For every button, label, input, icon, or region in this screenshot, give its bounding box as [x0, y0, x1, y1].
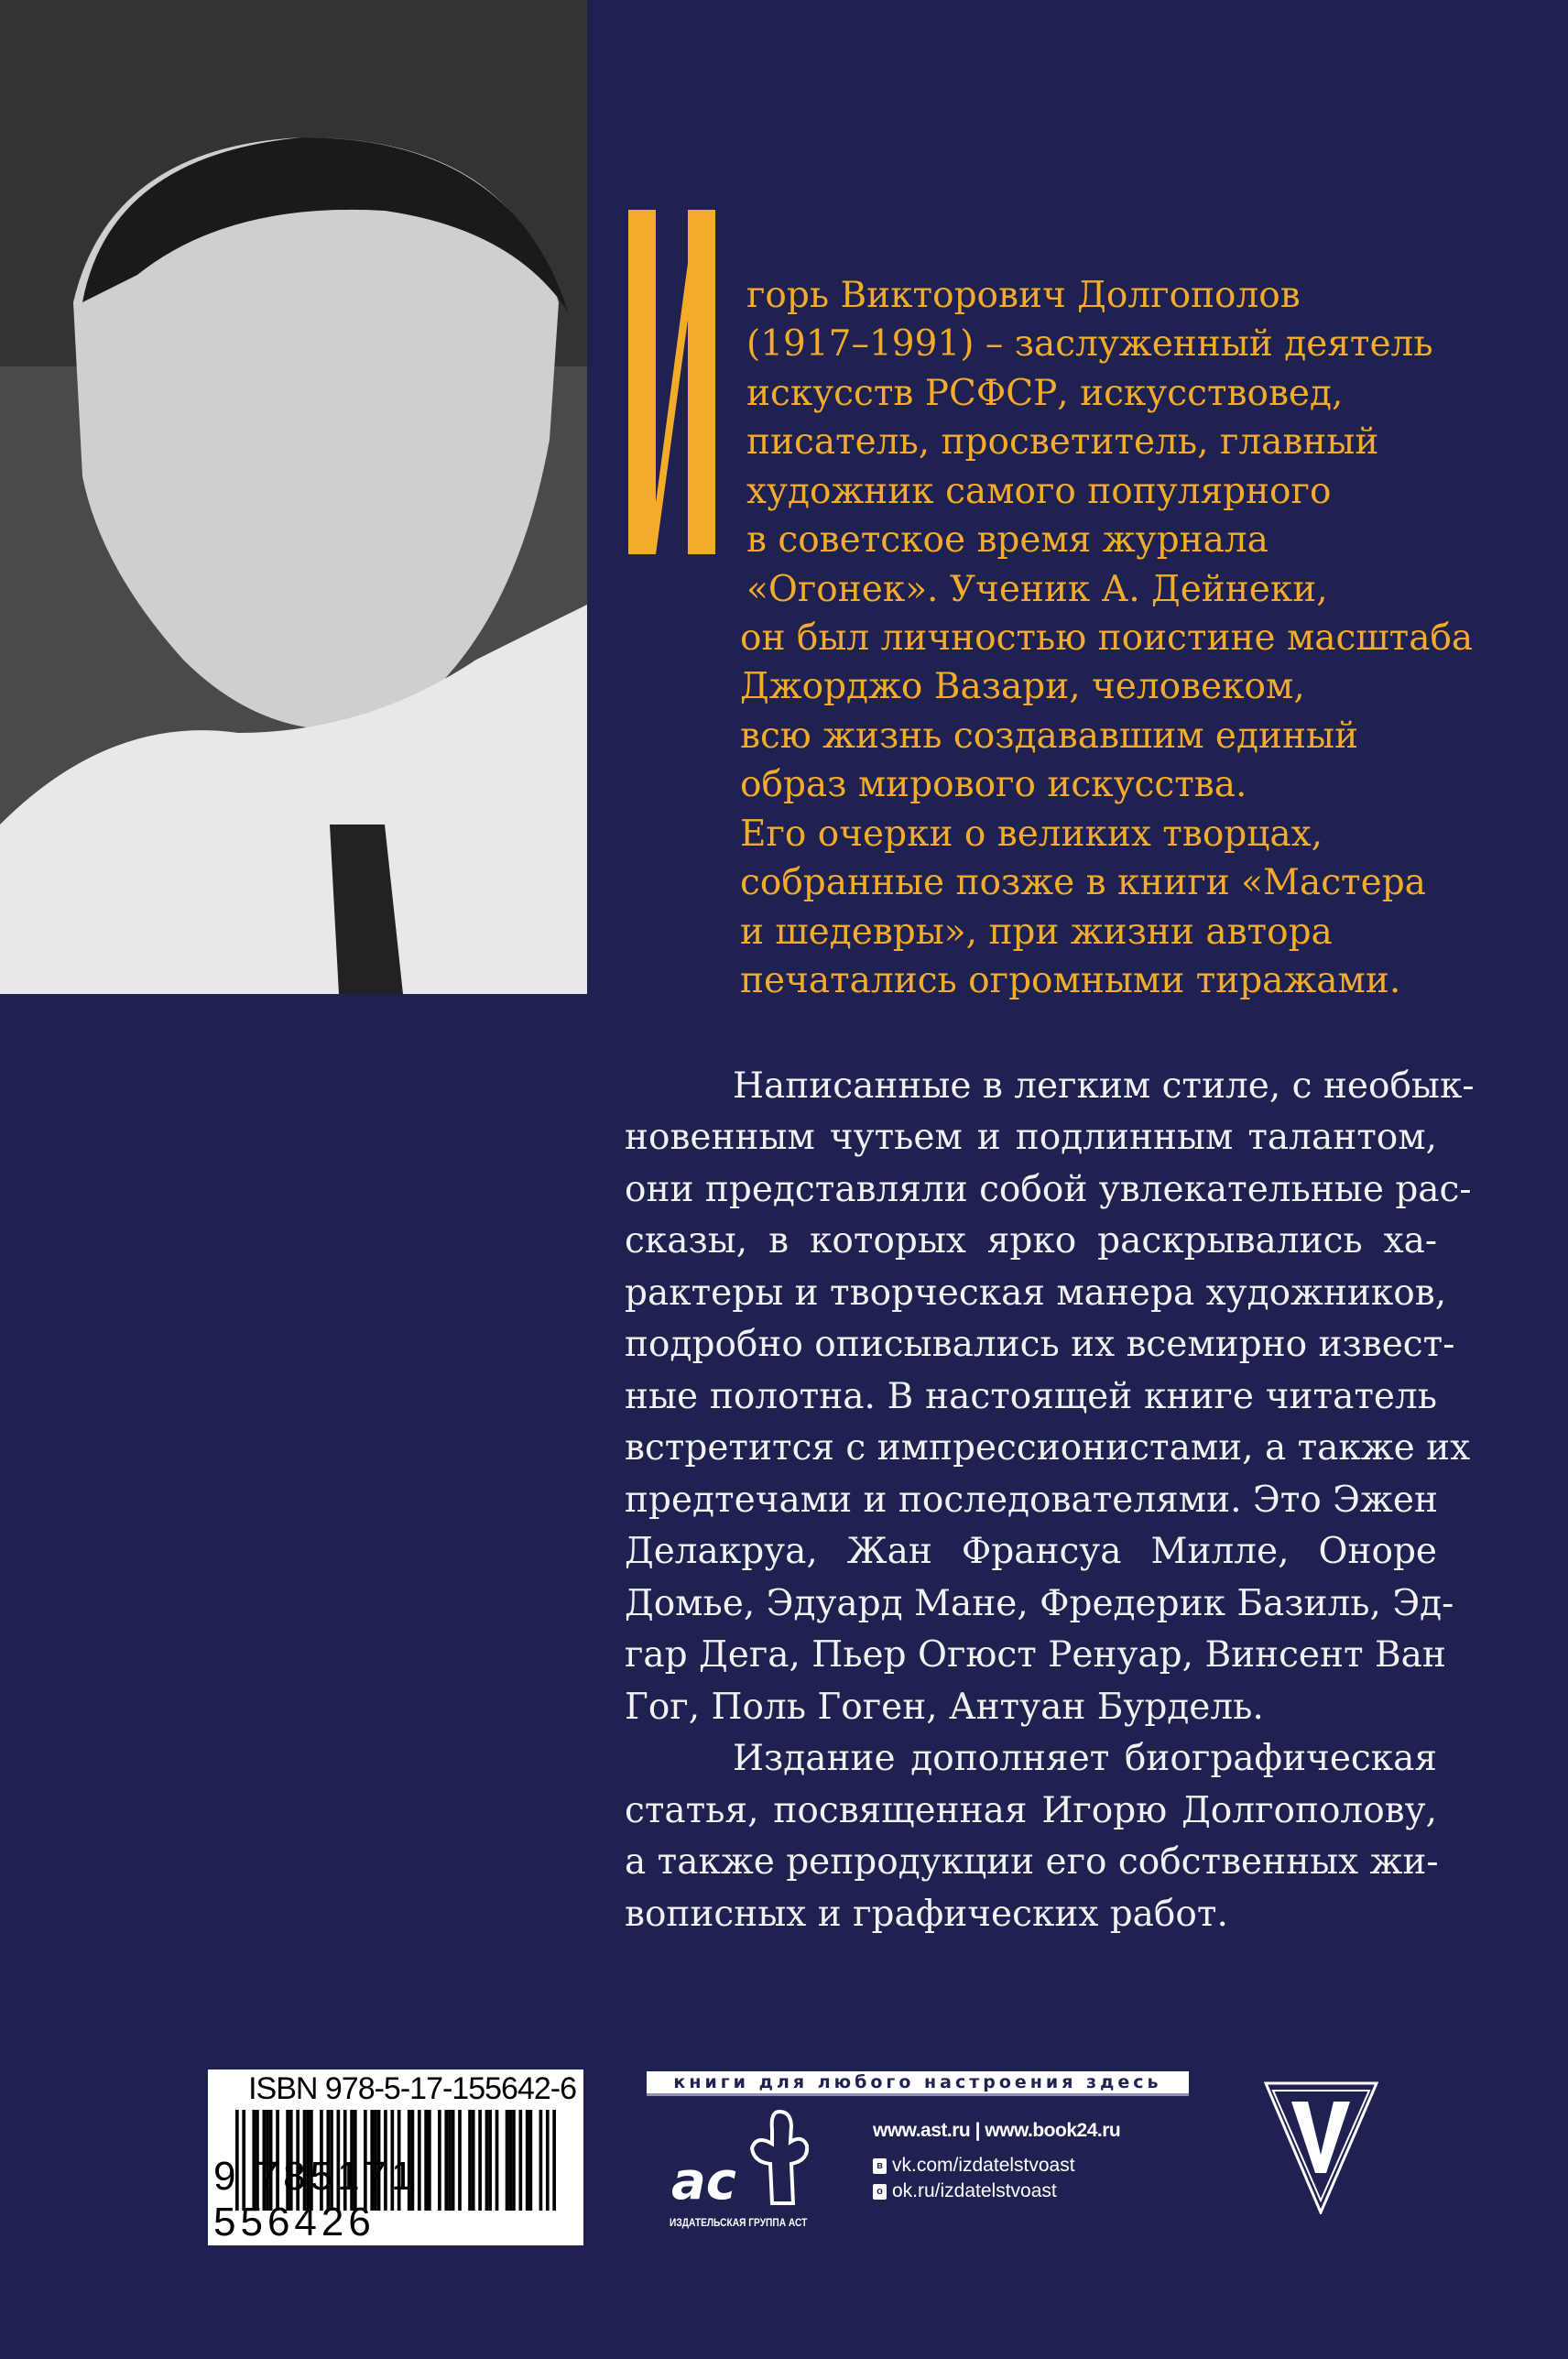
- author-portrait-photo: [0, 0, 587, 994]
- intro-line: (1917–1991) – заслуженный деятель: [746, 323, 1433, 365]
- body-line: Издание дополняет биографическая: [733, 1738, 1437, 1779]
- ok-icon: о: [873, 2184, 887, 2200]
- intro-line: печатались огромными тиражами.: [740, 960, 1401, 1001]
- body-line: предтечами и последователями. Это Эжен: [625, 1480, 1438, 1521]
- isbn-barcode: [208, 2070, 583, 2245]
- body-line: гар Дега, Пьер Огюст Ренуар, Винсент Ван: [625, 1634, 1446, 1676]
- ok-link-text[interactable]: ok.ru/izdatelstvoast: [892, 2180, 1057, 2201]
- body-line: встретится с импрессионистами, а также их: [625, 1427, 1471, 1469]
- intro-line: образ мирового искусства.: [740, 764, 1247, 805]
- intro-line: писатель, просветитель, главный: [746, 421, 1379, 463]
- intro-line: Его очерки о великих творцах,: [740, 814, 1323, 855]
- intro-line: всю жизнь создававшим единый: [740, 715, 1359, 757]
- intro-line: Джорджо Вазари, человеком,: [740, 666, 1305, 707]
- body-line: Домье, Эдуард Мане, Фредерик Базиль, Эд-: [625, 1583, 1454, 1624]
- body-line: а также репродукции его собственных жи-: [625, 1841, 1439, 1883]
- body-line: новенным чутьем и подлинным талантом,: [625, 1117, 1437, 1158]
- vk-icon: в: [873, 2158, 887, 2174]
- intro-line: в советское время журнала: [746, 519, 1269, 561]
- vk-link-text[interactable]: vk.com/izdatelstvoast: [892, 2155, 1075, 2176]
- body-line: вописных и графических работ.: [625, 1894, 1228, 1935]
- body-line: сказы, в которых ярко раскрывались ха-: [625, 1220, 1437, 1261]
- intro-line: «Огонек». Ученик А. Дейнеки,: [746, 569, 1328, 610]
- body-line: статья, посвященная Игорю Долгополову,: [625, 1790, 1437, 1831]
- intro-line: художник самого популярного: [746, 471, 1332, 512]
- body-line: Написанные в легким стиле, с необык-: [733, 1065, 1475, 1107]
- body-line: Делакруа, Жан Франсуа Милле, Оноре: [625, 1531, 1437, 1572]
- ast-logo: [670, 2107, 825, 2208]
- body-line: рактеры и творческая манера художников,: [625, 1272, 1447, 1314]
- body-line: они представляли собой увлекательные рас-: [625, 1169, 1472, 1210]
- intro-line: искусств РСФСР, искусствовед,: [746, 373, 1344, 414]
- publisher-links: [873, 2120, 1120, 2202]
- intro-line: собранные позже в книги «Мастера: [740, 862, 1426, 903]
- body-line: Гог, Поль Гоген, Антуан Бурдель.: [625, 1687, 1264, 1728]
- intro-line: горь Викторович Долгополов: [746, 275, 1301, 316]
- imprint-v-logo: [1264, 2081, 1378, 2214]
- vk-link[interactable]: [873, 2155, 1120, 2177]
- website-links[interactable]: www.ast.ru | www.book24.ru: [873, 2120, 1121, 2141]
- publisher-tagline: книги для любого настроения здесь: [647, 2071, 1189, 2096]
- intro-line: он был личностью поистине масштаба: [740, 617, 1474, 659]
- body-line: ные полотна. В настоящей книге читатель: [625, 1376, 1437, 1417]
- drop-cap-letter: [628, 210, 715, 554]
- ok-link[interactable]: [873, 2180, 1120, 2202]
- ean-digits: 9 785171 556426: [213, 2154, 419, 2244]
- isbn-number: ISBN 978-5-17-155642-6: [248, 2071, 576, 2106]
- body-line: подробно описывались их всемирно извест-: [625, 1324, 1455, 1365]
- ast-logo-text: ас: [671, 2152, 736, 2208]
- publisher-caption: ИЗДАТЕЛЬСКАЯ ГРУППА АСТ: [670, 2216, 808, 2229]
- intro-line: и шедевры», при жизни автора: [740, 912, 1333, 953]
